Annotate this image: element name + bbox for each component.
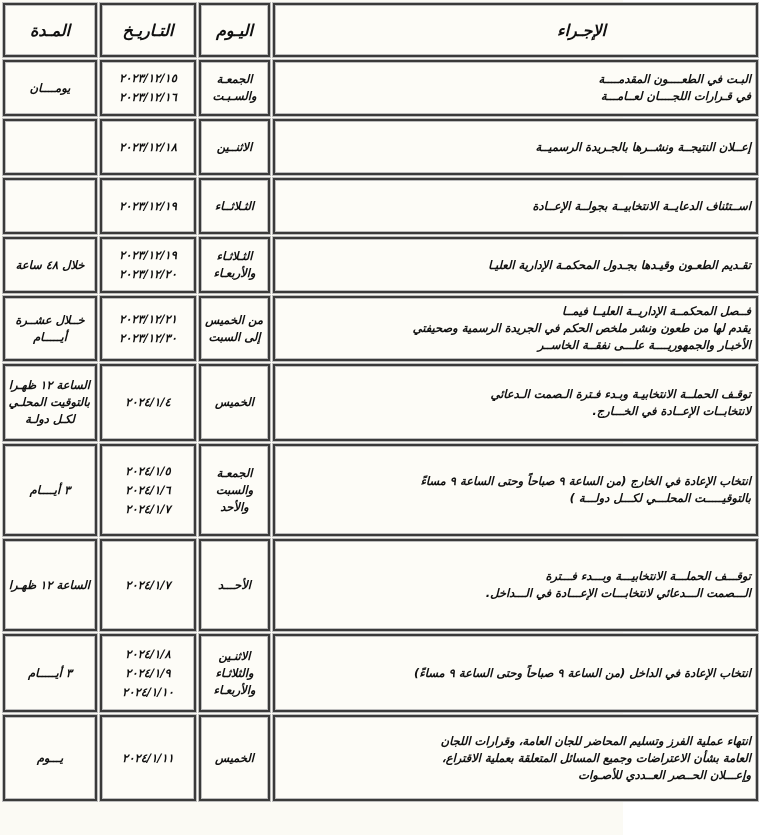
duration-cell-line: لكـل دولـة [25,412,75,426]
duration-cell-line: خلال ٤٨ ساعة [15,257,85,272]
header-day: اليـوم [199,3,270,57]
date-cell [100,178,196,234]
date-cell-line: ٢٠٢٤/١/٨ [125,646,171,661]
procedure-cell [273,715,758,801]
date-cell-line: ٢٠٢٤/١/٤ [125,395,171,409]
table-row [3,364,758,441]
procedure-cell-line: توقـف الحملــة الانتخابيـة وبـدء فـترة الـصمت الـدعائي [490,386,751,401]
procedure-cell-line: العامة بشأن الاعتراضات وجميع المسائل المتعلقة بعملية الاقتراع، [442,750,751,765]
table-row [3,634,758,712]
date-cell [100,539,196,631]
duration-cell [3,296,97,361]
duration-cell [3,364,97,441]
procedure-cell-line: لانتخابــات الإعــادة في الخـــارج. [592,403,751,418]
duration-cell-line: ٣ أيــــام [29,482,71,497]
duration-cell-line: بالتوقيت المحلـي [8,395,90,409]
duration-cell [3,119,97,175]
date-cell [100,296,196,361]
duration-cell [3,178,97,234]
duration-cell-line: ٣ أيـــــام [27,665,73,680]
day-cell [199,539,270,631]
day-cell-line: والسـبـت [212,89,257,103]
procedure-cell-line: إعــلان النتيجــة ونشــرها بالجـريدة الرسميــة [535,139,751,154]
header-date: التـاريـخ [100,3,196,57]
day-cell [199,364,270,441]
duration-cell-line: يـــوم [36,750,64,765]
date-cell-line: ٢٠٢٣/١٢/٢١ [119,311,177,326]
day-cell-line: الثـلاثــاء [214,198,255,213]
procedure-cell-line: في قـرارات اللجــــان لعــامـــة [600,89,751,103]
date-cell [100,444,196,536]
date-cell [100,364,196,441]
duration-cell [3,237,97,293]
date-cell-line: ٢٠٢٣/١٢/١٥ [119,71,177,85]
day-cell-line: والأربعـاء [213,682,256,697]
duration-cell [3,715,97,801]
day-cell-line: والأحد [220,499,249,514]
day-cell-line: والأربعـاء [213,266,256,280]
date-cell-line: ٢٠٢٣/١٢/٣٠ [119,330,177,345]
table-row [3,60,758,116]
procedure-cell-line: انتخاب الإعادة في الخارج (من الساعة ٩ صباحاً وحتى الساعة ٩ مساءً [420,474,751,488]
date-cell [100,634,196,712]
day-cell-line: الأحـــد [217,577,251,592]
date-cell-line: ٢٠٢٤/١/٧ [125,577,171,592]
day-cell [199,634,270,712]
procedure-cell-line: انتهاء عملية الفرز وتسليم المحاضر للجان العامة، وقرارات اللجان [440,733,751,748]
table-row [3,237,758,293]
day-cell-line: من الخميس [205,312,263,327]
duration-cell [3,539,97,631]
date-cell-line: ٢٠٢٣/١٢/١٨ [119,139,177,154]
duration-cell-line: يومــــان [29,80,71,95]
procedure-cell [273,296,758,361]
date-cell-line: ٢٠٢٤/١/٦ [125,482,171,497]
day-cell-line: الخميس [215,395,254,409]
procedure-cell-line: فــصل المحكمــة الإداريــة العليــا فيمــا [562,304,751,318]
procedure-cell-line: بالتوقيـــــت المحلـــي لكـــل دولـــة ) [569,491,751,505]
date-cell-line: ٢٠٢٤/١/١٠ [122,684,174,699]
procedure-cell-line: تقـديم الطعـون وقيـدها بجـدول المحكمـة الإدارية العليـا [488,257,751,272]
procedure-cell-line: الأخبـار والجمهوريــــة علـــى نفقــة الخاســر [537,338,751,352]
duration-cell-line: الساعة ١٢ ظهـرا [8,577,90,592]
day-cell-line: إلى السبت [208,329,261,344]
date-cell-line: ٢٠٢٣/١٢/١٩ [119,198,177,213]
date-cell-line: ٢٠٢٤/١/٥ [125,463,171,478]
table-header-row [3,3,758,57]
procedure-cell [273,539,758,631]
date-cell [100,715,196,801]
day-cell [199,60,270,116]
procedure-cell-line: الـــصمت الـــدعائي لانتخابـــات الإعـــادة في الـــداخل. [485,586,751,600]
table-row [3,444,758,536]
table-row [3,539,758,631]
day-cell [199,444,270,536]
table-body [3,60,758,801]
duration-cell-line: أيـــــام [33,329,67,344]
procedure-cell-line: اســتئناف الدعايــة الانتخابيــة بجولــة الإعــادة [532,198,751,213]
day-cell-line: والثلاثـاء [215,665,254,680]
procedure-cell [273,119,758,175]
date-cell-line: ٢٠٢٣/١٢/١٦ [119,90,177,104]
day-cell-line: الاثنــين [216,139,253,154]
duration-cell [3,60,97,116]
day-cell-line: الخميس [215,750,254,765]
date-cell-line: ٢٠٢٣/١٢/١٩ [119,248,177,262]
procedure-cell-line: وإعـــلان الحــصر العــددي للأصـوات [578,767,751,782]
procedure-cell [273,60,758,116]
procedure-cell-line: توقـــف الحملـــة الانتخابيـــة وبـــدء فـــترة [545,569,751,583]
duration-cell [3,634,97,712]
procedure-cell [273,364,758,441]
procedure-cell [273,444,758,536]
day-cell-line: الجمعـة [216,465,253,480]
table-row [3,178,758,234]
day-cell [199,178,270,234]
header-procedure: الإجـراء [273,3,758,57]
procedure-cell-line: البـت في الطعــــون المقدمــــة [598,72,751,86]
procedure-cell-line: يقدم لها من طعون ونشر ملخص الحكم في الجريدة الرسمية وصحيفتي [412,321,751,335]
day-cell-line: الاثنـين [218,648,251,663]
day-cell [199,715,270,801]
day-cell [199,237,270,293]
day-cell [199,119,270,175]
duration-cell-line: الساعة ١٢ ظهـرا [8,378,90,392]
procedure-cell [273,178,758,234]
date-cell-line: ٢٠٢٤/١/٩ [125,665,171,680]
date-cell-line: ٢٠٢٣/١٢/٢٠ [119,267,177,281]
day-cell-line: الثـلاثـاء [216,249,253,263]
date-cell [100,60,196,116]
duration-cell-line: خــلال عشــرة [15,312,85,327]
table-row [3,119,758,175]
day-cell-line: الجمعـة [216,72,253,86]
date-cell [100,119,196,175]
table-row [3,296,758,361]
date-cell [100,237,196,293]
procedure-cell [273,634,758,712]
day-cell-line: والسبت [215,482,254,497]
procedure-cell-line: انتخاب الإعادة في الداخل (من الساعة ٩ صباحاً وحتى الساعة ٩ مساءً) [414,665,751,680]
table-row [3,715,758,801]
procedure-cell [273,237,758,293]
date-cell-line: ٢٠٢٤/١/٧ [125,501,171,516]
day-cell [199,296,270,361]
date-cell-line: ٢٠٢٤/١/١١ [122,750,174,765]
duration-cell [3,444,97,536]
header-duration: المـدة [3,3,97,57]
